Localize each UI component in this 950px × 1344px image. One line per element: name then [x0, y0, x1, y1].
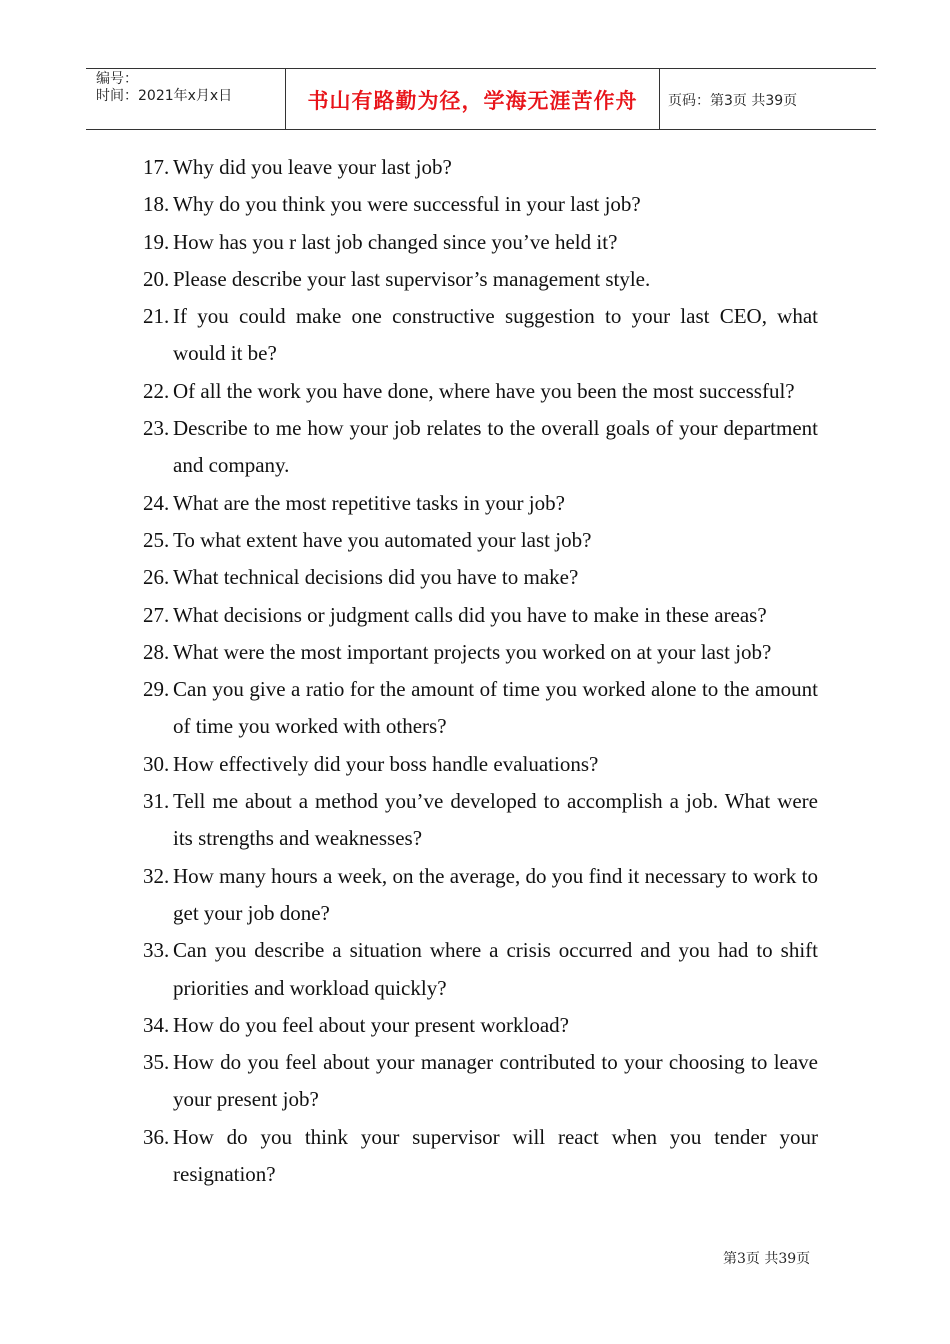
question-item: [143, 186, 818, 223]
question-text: Why do you think you were successful in your last job?: [173, 192, 641, 217]
question-item: [143, 298, 818, 373]
question-item: [143, 1119, 818, 1194]
page-footer: 第3页 共39页: [723, 1251, 811, 1267]
question-number: 19.: [143, 229, 170, 254]
question-number: 17.: [143, 155, 170, 179]
question-list: [143, 149, 818, 1193]
question-item: [143, 522, 818, 559]
question-text: Why did you leave your last job?: [173, 155, 452, 179]
question-number: 29.: [143, 677, 170, 702]
question-text: Describe to me how your job relates to the overall goals of your department and company.: [173, 416, 818, 478]
question-text: What are the most repetitive tasks in your job?: [173, 490, 565, 515]
question-text: Can you describe a situation where a crisis occurred and you had to shift priorities and workload quickly?: [173, 938, 818, 1000]
question-item: [143, 1044, 818, 1119]
question-number: 26.: [143, 565, 170, 590]
question-number: 22.: [143, 378, 170, 403]
question-text: Can you give a ratio for the amount of time you worked alone to the amount of time you worked with others?: [173, 677, 818, 739]
question-item: [143, 1007, 818, 1044]
question-number: 32.: [143, 863, 170, 888]
number-label: 编号：: [96, 71, 138, 87]
time-label: 时间：2021年x月x日: [96, 88, 233, 104]
question-number: 24.: [143, 490, 170, 515]
question-number: 35.: [143, 1050, 170, 1075]
question-number: 23.: [143, 416, 170, 441]
question-number: 34.: [143, 1012, 170, 1037]
question-text: Please describe your last supervisor’s management style.: [173, 266, 651, 291]
question-item: [143, 559, 818, 596]
question-item: [143, 783, 818, 858]
question-text: How many hours a week, on the average, do you find it necessary to work to get your job done?: [173, 863, 818, 925]
header-meta: [86, 69, 286, 129]
question-item: [143, 410, 818, 485]
question-text: What technical decisions did you have to make?: [173, 565, 579, 590]
question-text: If you could make one constructive suggestion to your last CEO, what would it be?: [173, 304, 818, 366]
question-number: 36.: [143, 1124, 170, 1149]
question-text: How has you r last job changed since you’ve held it?: [173, 229, 618, 254]
question-item: [143, 858, 818, 933]
question-number: 28.: [143, 639, 170, 664]
question-number: 20.: [143, 266, 170, 291]
question-text: How effectively did your boss handle evaluations?: [173, 751, 599, 776]
question-text: How do you feel about your manager contributed to your choosing to leave your present job?: [173, 1050, 818, 1112]
question-item: [143, 746, 818, 783]
page-header: [86, 68, 876, 130]
question-item: [143, 597, 818, 634]
question-number: 31.: [143, 789, 170, 814]
question-item: [143, 932, 818, 1007]
header-motto: 书山有路勤为径，学海无涯苦作舟: [286, 69, 660, 129]
question-text: How do you feel about your present workload?: [173, 1012, 569, 1037]
question-number: 18.: [143, 192, 170, 217]
question-number: 30.: [143, 751, 170, 776]
header-page-label: 页码：第3页 共39页: [668, 93, 798, 109]
question-item: [143, 671, 818, 746]
question-text: What decisions or judgment calls did you have to make in these areas?: [173, 602, 767, 627]
question-item: [143, 224, 818, 261]
question-item: [143, 261, 818, 298]
question-number: 27.: [143, 602, 170, 627]
question-text: To what extent have you automated your last job?: [173, 527, 592, 552]
question-item: [143, 149, 818, 186]
question-number: 33.: [143, 938, 170, 963]
question-text: Of all the work you have done, where have you been the most successful?: [173, 378, 795, 403]
question-number: 21.: [143, 304, 170, 329]
question-item: [143, 485, 818, 522]
question-text: Tell me about a method you’ve developed to accomplish a job. What were its strengths and weaknesses?: [173, 789, 818, 851]
question-text: What were the most important projects you worked on at your last job?: [173, 639, 772, 664]
question-item: [143, 373, 818, 410]
question-item: [143, 634, 818, 671]
question-number: 25.: [143, 527, 170, 552]
question-text: How do you think your supervisor will react when you tender your resignation?: [173, 1124, 818, 1187]
